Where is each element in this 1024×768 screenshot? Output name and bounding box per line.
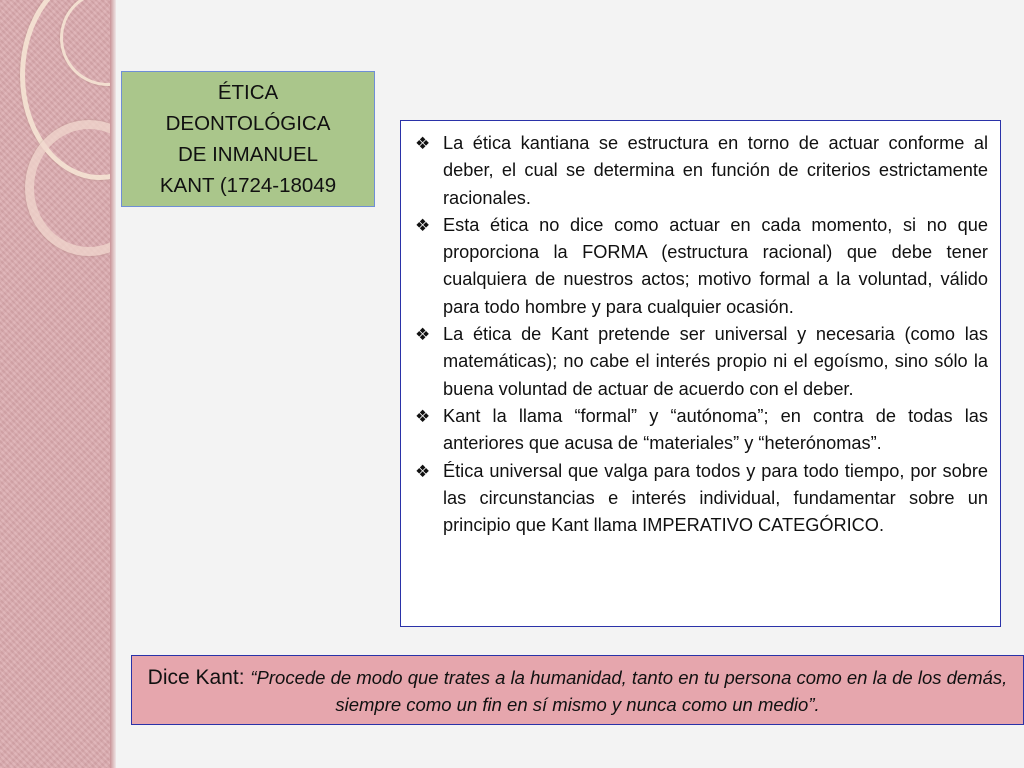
sidebar-edge (110, 0, 116, 768)
diamond-bullet-icon: ❖ (415, 134, 431, 153)
bullet-item (415, 212, 988, 321)
diamond-bullet-icon: ❖ (415, 215, 431, 235)
bullet-text: La ética kantiana se estructura en torno de actuar conforme al deber, el cual se determina en función de criterios estrictamente racionales. (443, 133, 988, 208)
slide-title: ÉTICA DEONTOLÓGICA DE INMANUEL KANT (1724-18049 (159, 81, 337, 197)
bullet-text: Esta ética no dice como actuar en cada momento, si no que proporciona la FORMA (estructura racional) que debe tener cualquiera de nuestros actos; motivo formal a la voluntad, válido para todo hombre y para cualquier ocasión. (443, 214, 988, 317)
slide-title-box (121, 71, 375, 207)
bullet-item (415, 458, 988, 540)
diamond-bullet-icon: ❖ (415, 406, 431, 426)
bullet-text: Kant la llama “formal” y “autónoma”; en contra de todas las anteriores que acusa de “materiales” y “heterónomas”. (443, 405, 988, 454)
quote-lead: Dice Kant: (147, 666, 251, 689)
decorative-sidebar (0, 0, 114, 768)
bullet-text: La ética de Kant pretende ser universal y necesaria (como las matemáticas); no cabe el interés propio ni el egoísmo, sino sólo la buena voluntad de actuar de acuerdo con el deber. (443, 324, 988, 399)
content-box (400, 120, 1001, 627)
bullet-item (415, 403, 988, 458)
bullet-item (415, 321, 988, 403)
bullet-text: Ética universal que valga para todos y para todo tiempo, por sobre las circunstancias e interés individual, fundamentar sobre un principio que Kant llama IMPERATIVO CATEGÓRICO. (443, 460, 988, 536)
diamond-bullet-icon: ❖ (415, 325, 431, 345)
diamond-bullet-icon: ❖ (415, 461, 431, 481)
quote-text: “Procede de modo que trates a la humanidad, tanto en tu persona como en la de los demás, siempre como un fin en sí mismo y nunca como un medio”. (250, 667, 1008, 715)
bullet-item (415, 130, 988, 212)
bullet-list (415, 130, 988, 539)
quote-box (131, 655, 1024, 725)
